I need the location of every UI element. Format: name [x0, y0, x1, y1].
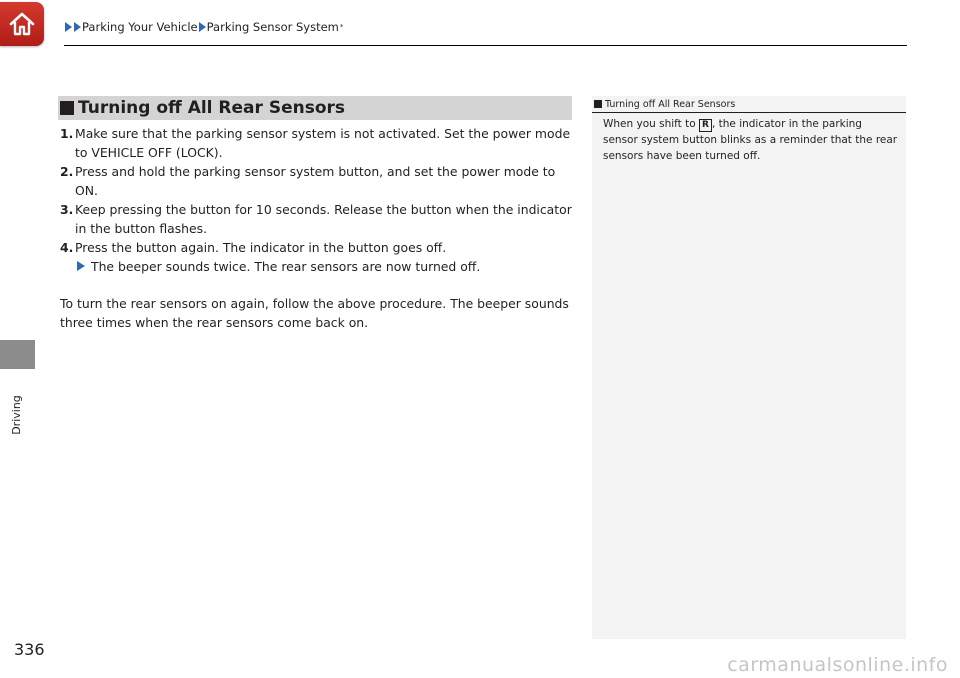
section-title: Turning off All Rear Sensors [78, 98, 346, 118]
result-arrow-icon [77, 261, 85, 271]
main-content [60, 124, 575, 332]
step-3 [60, 200, 575, 238]
home-icon [7, 9, 37, 39]
step-number: 1. [60, 126, 74, 141]
sidebar-text-after: , the indicator in the parking sensor system button blinks as a reminder that the rear sensors have been turned off. [603, 118, 898, 162]
breadcrumb [64, 20, 343, 34]
gear-r-icon: R [699, 119, 712, 132]
page-number: 336 [14, 640, 45, 659]
section-square-icon [60, 101, 74, 115]
breadcrumb-arrow-icon [74, 22, 81, 32]
breadcrumb-item-parking-your-vehicle[interactable]: Parking Your Vehicle [82, 20, 198, 34]
sidebar-body [603, 116, 898, 164]
step-text: Keep pressing the button for 10 seconds. Release the button when the indicator in the button flashes. [75, 202, 572, 236]
breadcrumb-item-parking-sensor-system[interactable]: Parking Sensor System [206, 20, 339, 34]
sidebar-text-before: When you shift to [603, 118, 700, 130]
step-note-text: The beeper sounds twice. The rear sensors are now turned off. [91, 259, 481, 274]
breadcrumb-marker: * [339, 23, 344, 31]
header-divider [64, 45, 907, 46]
step-number: 3. [60, 202, 74, 217]
step-number: 2. [60, 164, 74, 179]
home-button[interactable] [0, 2, 44, 46]
sidebar-title: Turning off All Rear Sensors [605, 98, 736, 110]
sidebar-note [592, 96, 906, 639]
sidebar-header [592, 96, 906, 113]
step-4-note [60, 257, 575, 276]
watermark: carmanualsonline.info [727, 654, 948, 676]
step-4 [60, 238, 575, 257]
step-2 [60, 162, 575, 200]
step-text: Make sure that the parking sensor system is not activated. Set the power mode to VEHICLE OFF (LOCK). [75, 126, 571, 160]
breadcrumb-arrow-icon [65, 22, 72, 32]
procedure-paragraph: To turn the rear sensors on again, follow the above procedure. The beeper sounds three times when the rear sensors come back on. [60, 296, 569, 330]
reference-icon [594, 100, 602, 108]
step-text: Press the button again. The indicator in the button goes off. [75, 240, 447, 255]
chapter-label: Driving [10, 395, 23, 435]
breadcrumb-arrow-icon [199, 22, 206, 32]
step-text: Press and hold the parking sensor system button, and set the power mode to ON. [75, 164, 556, 198]
step-number: 4. [60, 240, 74, 255]
step-1 [60, 124, 575, 162]
section-heading [58, 96, 572, 120]
chapter-tab[interactable] [0, 340, 35, 369]
